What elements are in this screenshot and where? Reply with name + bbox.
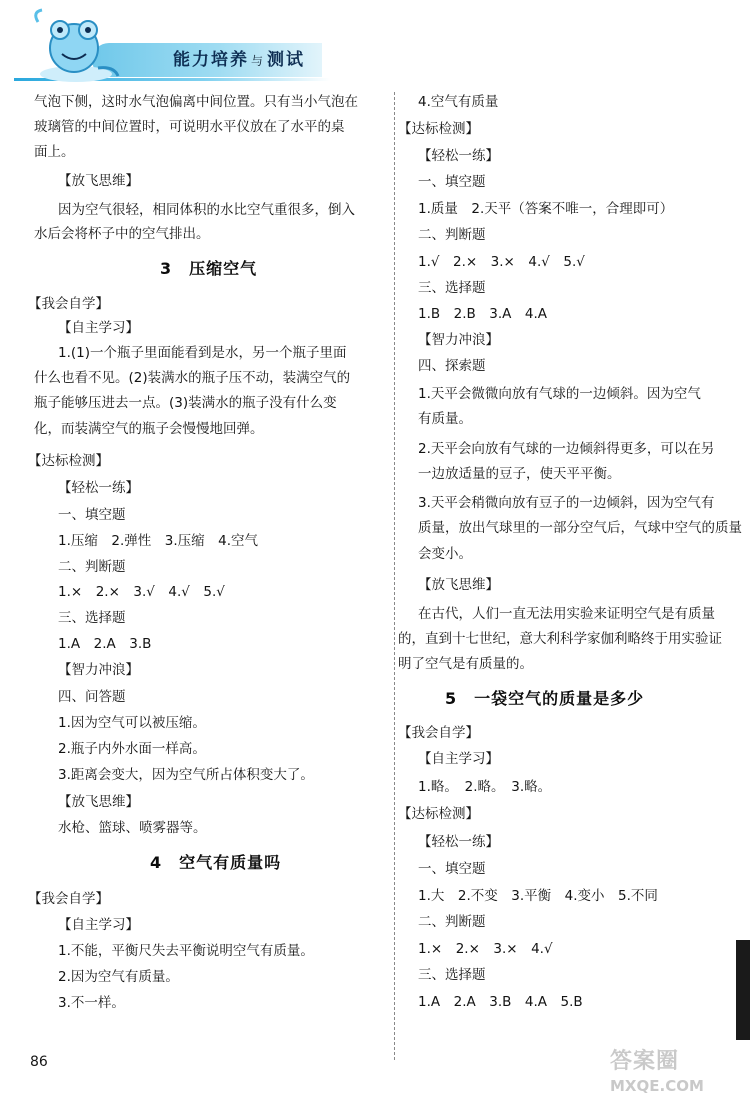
text-line: 2.因为空气有质量。 bbox=[58, 969, 179, 985]
section-title-4: 4 空气有质量吗 bbox=[150, 853, 282, 872]
text-line: 一、填空题 bbox=[58, 507, 126, 523]
text-line: 一边放适量的豆子，使天平平衡。 bbox=[418, 466, 621, 482]
text-line: 有质量。 bbox=[418, 411, 472, 427]
text-line: 三、选择题 bbox=[418, 280, 486, 296]
text-line: 气泡下侧，这时水气泡偏离中间位置。只有当小气泡在 bbox=[34, 94, 358, 110]
text-line: 1.天平会微微向放有气球的一边倾斜。因为空气 bbox=[418, 386, 701, 402]
section-label: 【轻松一练】 bbox=[58, 480, 139, 496]
section-label: 【轻松一练】 bbox=[418, 834, 499, 850]
section-label: 【放飞思维】 bbox=[58, 173, 139, 189]
section-label: 【达标检测】 bbox=[398, 806, 479, 822]
text-line: 4.空气有质量 bbox=[418, 94, 499, 110]
column-divider bbox=[394, 92, 396, 1060]
text-line: 什么也看不见。(2)装满水的瓶子压不动，装满空气的 bbox=[34, 370, 351, 386]
text-line: 1.(1)一个瓶子里面能看到是水，另一个瓶子里面 bbox=[58, 345, 347, 361]
page-edge-bar bbox=[736, 940, 750, 1040]
text-line: 瓶子能够压进去一点。(3)装满水的瓶子没有什么变 bbox=[34, 395, 337, 411]
text-line: 二、判断题 bbox=[58, 559, 126, 575]
text-line: 1.不能，平衡尺失去平衡说明空气有质量。 bbox=[58, 943, 314, 959]
text-line: 的，直到十七世纪，意大利科学家伽利略终于用实验证 bbox=[398, 631, 722, 647]
section-label: 【达标检测】 bbox=[398, 121, 479, 137]
text-line: 1.√ 2.× 3.× 4.√ 5.√ bbox=[418, 254, 585, 270]
header-title: 能力培养 与 测试 bbox=[173, 50, 306, 70]
section-label: 【自主学习】 bbox=[58, 320, 139, 336]
text-line: 1.压缩 2.弹性 3.压缩 4.空气 bbox=[58, 533, 259, 549]
text-line: 一、填空题 bbox=[418, 861, 486, 877]
text-line: 1.大 2.不变 3.平衡 4.变小 5.不同 bbox=[418, 888, 658, 904]
section-label: 【放飞思维】 bbox=[418, 577, 499, 593]
text-line: 三、选择题 bbox=[418, 967, 486, 983]
text-line: 1.略。 2.略。 3.略。 bbox=[418, 779, 552, 795]
text-line: 2.瓶子内外水面一样高。 bbox=[58, 741, 206, 757]
text-line: 1.× 2.× 3.√ 4.√ 5.√ bbox=[58, 584, 225, 600]
section-label: 【智力冲浪】 bbox=[418, 332, 499, 348]
page-number: 86 bbox=[30, 1054, 48, 1070]
text-line: 水后会将杯子中的空气排出。 bbox=[34, 226, 210, 242]
section-title-3: 3 压缩空气 bbox=[160, 259, 258, 278]
text-line: 四、探索题 bbox=[418, 358, 486, 374]
section-label: 【我会自学】 bbox=[28, 891, 109, 907]
text-line: 二、判断题 bbox=[418, 227, 486, 243]
text-line: 化，而装满空气的瓶子会慢慢地回弹。 bbox=[34, 421, 264, 437]
mascot-icon bbox=[28, 8, 124, 88]
text-line: 质量，放出气球里的一部分空气后，气球中空气的质量 bbox=[418, 520, 742, 536]
text-line: 3.距离会变大，因为空气所占体积变大了。 bbox=[58, 767, 314, 783]
text-line: 3.不一样。 bbox=[58, 995, 125, 1011]
section-label: 【放飞思维】 bbox=[58, 794, 139, 810]
text-line: 二、判断题 bbox=[418, 914, 486, 930]
watermark-logo: 答案圈 MXQE.COM bbox=[610, 1049, 704, 1095]
section-label: 【我会自学】 bbox=[28, 296, 109, 312]
text-line: 水枪、篮球、喷雾器等。 bbox=[58, 820, 207, 836]
text-line: 三、选择题 bbox=[58, 610, 126, 626]
text-line: 面上。 bbox=[34, 144, 75, 160]
text-line: 因为空气很轻，相同体积的水比空气重很多，倒入 bbox=[58, 202, 355, 218]
text-line: 在古代，人们一直无法用实验来证明空气是有质量 bbox=[418, 606, 715, 622]
text-line: 1.因为空气可以被压缩。 bbox=[58, 715, 206, 731]
text-line: 1.质量 2.天平（答案不唯一，合理即可） bbox=[418, 201, 674, 217]
text-line: 四、问答题 bbox=[58, 689, 126, 705]
text-line: 会变小。 bbox=[418, 546, 472, 562]
section-label: 【自主学习】 bbox=[58, 917, 139, 933]
text-line: 1.A 2.A 3.B bbox=[58, 636, 152, 652]
text-line: 玻璃管的中间位置时，可说明水平仪放在了水平的桌 bbox=[34, 119, 345, 135]
text-line: 明了空气是有质量的。 bbox=[398, 656, 533, 672]
text-line: 3.天平会稍微向放有豆子的一边倾斜，因为空气有 bbox=[418, 495, 715, 511]
text-line: 1.× 2.× 3.× 4.√ bbox=[418, 941, 553, 957]
section-label: 【自主学习】 bbox=[418, 751, 499, 767]
text-line: 1.A 2.A 3.B 4.A 5.B bbox=[418, 994, 583, 1010]
section-label: 【达标检测】 bbox=[28, 453, 109, 469]
section-label: 【智力冲浪】 bbox=[58, 662, 139, 678]
text-line: 1.B 2.B 3.A 4.A bbox=[418, 306, 548, 322]
section-label: 【我会自学】 bbox=[398, 725, 479, 741]
text-line: 2.天平会向放有气球的一边倾斜得更多，可以在另 bbox=[418, 441, 715, 457]
section-label: 【轻松一练】 bbox=[418, 148, 499, 164]
text-line: 一、填空题 bbox=[418, 174, 486, 190]
section-title-5: 5 一袋空气的质量是多少 bbox=[445, 689, 645, 708]
